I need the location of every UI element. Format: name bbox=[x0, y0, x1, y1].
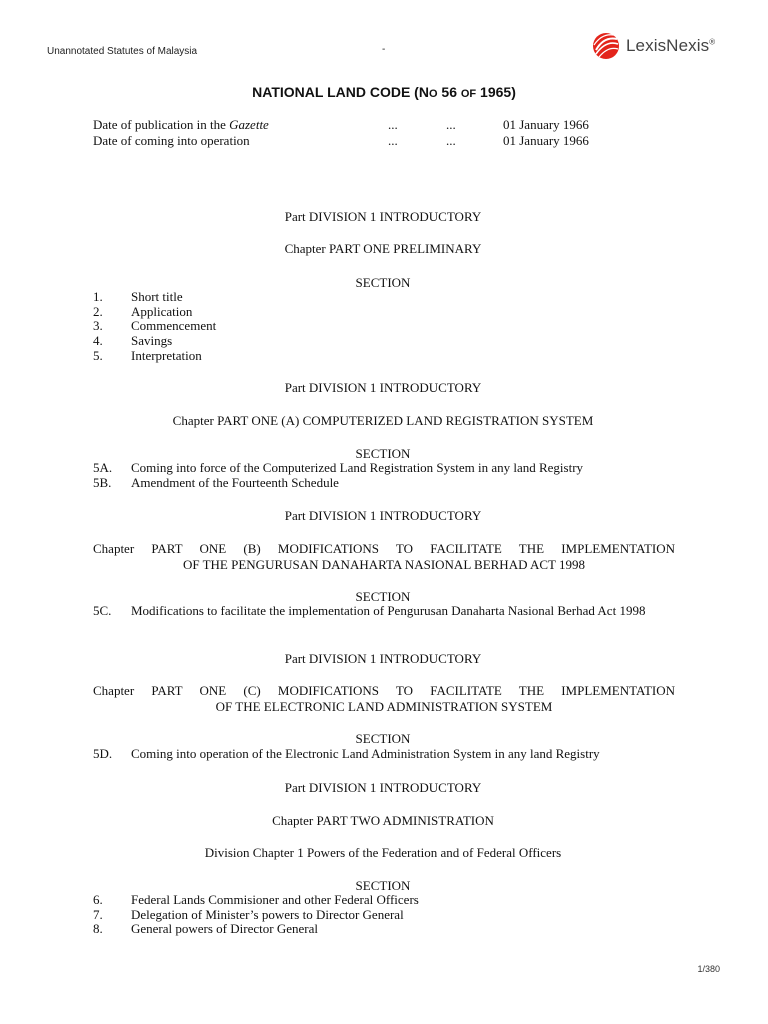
list-item[interactable]: 5D. Coming into operation of the Electronic Land Administration System in any land Registry bbox=[93, 746, 600, 761]
list-item[interactable]: 7. Delegation of Minister’s powers to Director General bbox=[93, 906, 404, 922]
chapter-heading: Chapter PART ONE (A) COMPUTERIZED LAND REGISTRATION SYSTEM bbox=[172, 413, 594, 428]
chapter-heading: Chapter PART ONE (C) MODIFICATIONS TO FACILITATE THE IMPLEMENTATION OF THE ELECTRONIC LAND ADMINISTRATION SYSTEM bbox=[93, 683, 675, 714]
list-item[interactable]: 5B. Amendment of the Fourteenth Schedule bbox=[93, 474, 339, 490]
section-heading: SECTION bbox=[355, 446, 411, 461]
section-heading: SECTION bbox=[355, 275, 411, 290]
list-item[interactable]: 5. Interpretation bbox=[93, 347, 202, 363]
section-list bbox=[93, 461, 679, 490]
list-item[interactable]: 6. Federal Lands Commisioner and other Federal Officers bbox=[93, 892, 419, 907]
part-heading: Part DIVISION 1 INTRODUCTORY bbox=[284, 380, 482, 395]
lexisnexis-swirl-icon bbox=[590, 30, 622, 62]
operation-date-value: 01 January 1966 bbox=[503, 133, 589, 148]
section-list bbox=[93, 290, 679, 363]
chapter-heading: Chapter PART TWO ADMINISTRATION bbox=[272, 813, 494, 828]
publication-date-label: Date of publication in the Gazette bbox=[93, 117, 269, 132]
publication-date-row: Date of publication in the Gazette ... ... 01 January 1966 bbox=[93, 117, 589, 132]
part-heading: Part DIVISION 1 INTRODUCTORY bbox=[284, 651, 482, 666]
operation-date-label: Date of coming into operation bbox=[93, 133, 250, 148]
list-item[interactable]: 5A. Coming into force of the Computerized Land Registration System in any land Registry bbox=[93, 460, 584, 475]
page-title: NATIONAL LAND CODE (NO 56 OF 1965) bbox=[252, 84, 516, 100]
page-number: 1/380 bbox=[697, 964, 720, 974]
division-heading: Division Chapter 1 Powers of the Federation and of Federal Officers bbox=[204, 845, 562, 860]
chapter-heading: Chapter PART ONE (B) MODIFICATIONS TO FACILITATE THE IMPLEMENTATION OF THE PENGURUSAN DANAHARTA NASIONAL BERHAD ACT 1998 bbox=[93, 541, 675, 572]
source-label: Unannotated Statutes of Malaysia bbox=[47, 46, 198, 57]
section-heading: SECTION bbox=[355, 731, 411, 746]
part-heading: Part DIVISION 1 INTRODUCTORY bbox=[284, 508, 482, 523]
section-heading: SECTION bbox=[355, 589, 411, 604]
list-item[interactable]: 4. Savings bbox=[93, 333, 173, 349]
list-item[interactable]: 8. General powers of Director General bbox=[93, 921, 318, 937]
part-heading: Part DIVISION 1 INTRODUCTORY bbox=[284, 780, 482, 795]
list-item[interactable]: 1. Short title bbox=[93, 289, 183, 304]
operation-date-row: Date of coming into operation ... ... 01 January 1966 bbox=[93, 133, 589, 148]
section-list bbox=[93, 893, 679, 937]
part-heading: Part DIVISION 1 INTRODUCTORY bbox=[284, 209, 482, 224]
list-item[interactable]: 5C. Modifications to facilitate the implementation of Pengurusan Danaharta Nasional Berhad Act 1998 bbox=[93, 603, 646, 618]
publication-date-value: 01 January 1966 bbox=[503, 117, 589, 132]
section-heading: SECTION bbox=[355, 878, 411, 893]
brand-name: LexisNexis® bbox=[626, 36, 716, 55]
list-item[interactable]: 3. Commencement bbox=[93, 318, 217, 334]
list-item[interactable]: 2. Application bbox=[93, 303, 193, 319]
header-dash: - bbox=[382, 44, 386, 55]
section-list bbox=[93, 604, 679, 619]
chapter-heading: Chapter PART ONE PRELIMINARY bbox=[284, 241, 482, 256]
lexisnexis-logo bbox=[590, 30, 715, 62]
section-list bbox=[93, 747, 679, 762]
